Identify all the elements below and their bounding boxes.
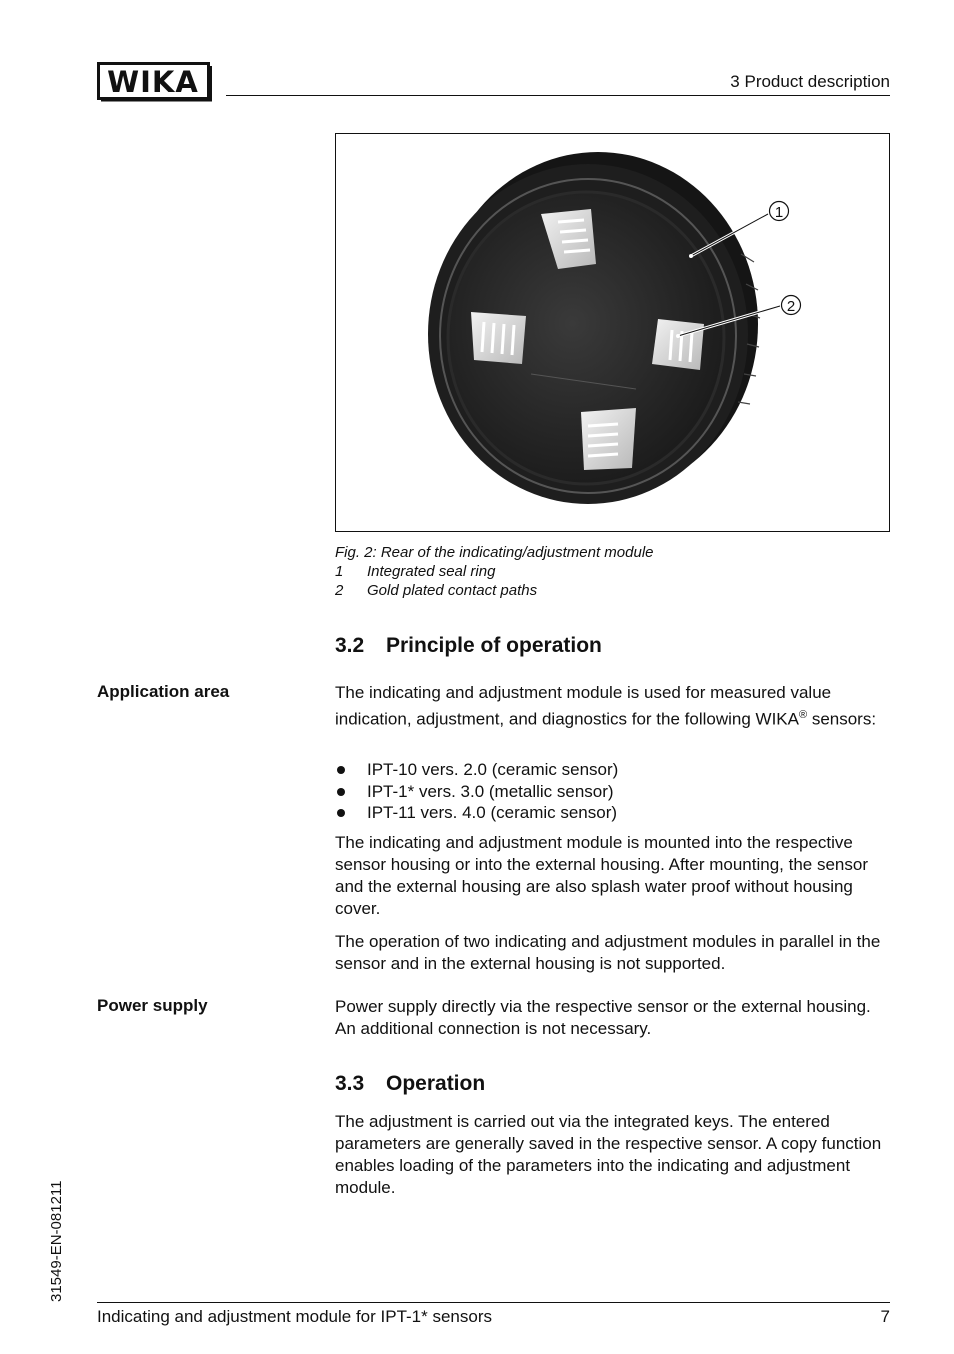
callout-2 — [782, 296, 801, 316]
figure-legend-item: 1 Integrated seal ring — [335, 563, 496, 580]
svg-text:1: 1 — [774, 204, 784, 221]
contact-pad-bottom — [581, 408, 636, 470]
page-number: 7 — [880, 1307, 890, 1326]
side-label-application-area: Application area — [97, 682, 230, 701]
figure-frame — [335, 133, 890, 532]
list-item: IPT-10 vers. 2.0 (ceramic sensor) — [335, 759, 891, 781]
paragraph-mounting: The indicating and adjustment module is mounted into the respective sensor housing or into the external housing. After mounting, the sensor and the external housing are also splash water proof without housing cover. — [335, 833, 868, 918]
side-label-power-supply: Power supply — [97, 996, 208, 1015]
module-rear-illustration — [336, 134, 889, 531]
wika-logo — [97, 62, 213, 102]
paragraph-application-intro: The indicating and adjustment module is used for measured value indication, adjustment, and diagnostics for the following WIKA® sensors: — [335, 683, 877, 729]
section-heading-3-2: 3.2 Principle of operation — [335, 634, 602, 657]
callout-1 — [770, 202, 789, 222]
section-heading-3-3: 3.3 Operation — [335, 1072, 486, 1095]
contact-pad-right — [652, 319, 704, 370]
header-rule — [226, 95, 890, 96]
contact-pad-left — [471, 312, 526, 364]
svg-text:2: 2 — [786, 298, 796, 315]
figure-caption: Fig. 2: Rear of the indicating/adjustment module — [335, 544, 654, 561]
list-item: IPT-1* vers. 3.0 (metallic sensor) — [335, 781, 891, 803]
paragraph-power-supply: Power supply directly via the respective sensor or the external housing. An additional connection is not necessary. — [335, 997, 871, 1038]
sensor-list — [335, 759, 891, 824]
footer-title: Indicating and adjustment module for IPT-1* sensors — [97, 1307, 492, 1326]
document-id: 31549-EN-081211 — [48, 1180, 65, 1302]
paragraph-operation: The adjustment is carried out via the integrated keys. The entered parameters are generally saved in the respective sensor. A copy function enables loading of the parameters into the indicating and adjustment module. — [335, 1112, 882, 1197]
footer-rule — [97, 1302, 890, 1303]
list-item: IPT-11 vers. 4.0 (ceramic sensor) — [335, 802, 891, 824]
figure-legend-item: 2 Gold plated contact paths — [335, 582, 538, 599]
logo-text: WIKA — [107, 65, 199, 99]
header-section-title: 3 Product description — [730, 72, 890, 91]
paragraph-parallel-operation: The operation of two indicating and adjustment modules in parallel in the sensor and in the external housing is not supported. — [335, 932, 881, 973]
